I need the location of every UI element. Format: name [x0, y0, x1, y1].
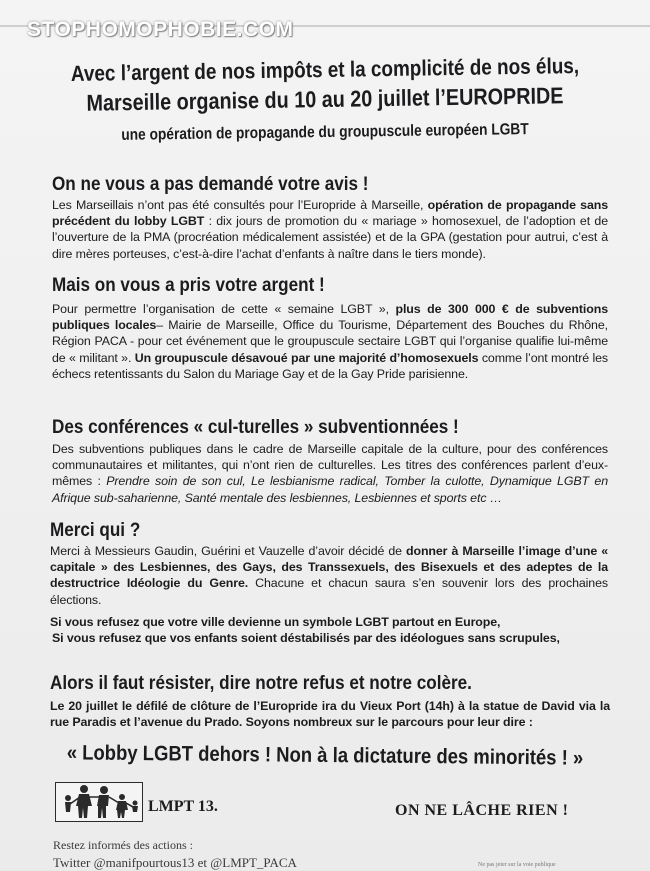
family-silhouette-icon	[56, 783, 142, 821]
section-2-text-b: plus de 300 000 € de subventions publiques locales	[52, 302, 608, 333]
section-2-text-a: Pour permettre l’organisation de cette « semaine LGBT »,	[52, 302, 396, 316]
section-5-paragraph: Le 20 juillet le défilé de clôture de l’Europride ira du Vieux Port (14h) à la statue de David via la rue Paradis et l’avenue du Prado. Soyons nombreux sur le parcours pour leur dire :	[50, 699, 610, 730]
section-1-text-b: opération de propagande sans précédent du lobby LGBT	[52, 198, 608, 229]
slogan: « Lobby LGBT dehors ! Non à la dictature des minorités ! »	[66, 741, 584, 770]
section-4-text-a: Merci à Messieurs Gaudin, Guérini et Vauzelle d’avoir décidé de	[50, 544, 407, 558]
section-2-text-e: comme l’ont montré les échecs retentissants du Salon du Mariage Gay et de la Gay Pride parisienne.	[52, 350, 609, 381]
footer-line-1: Restez informés des actions :	[53, 838, 193, 852]
section-5-title: Alors il faut résister, dire notre refus et notre colère.	[50, 673, 472, 694]
headline-line-2: Marseille organise du 10 au 20 juillet l’EUROPRIDE	[86, 82, 564, 116]
section-1-paragraph	[52, 197, 608, 262]
footer-line-2: Twitter @manifpourtous13 et @LMPT_PACA	[53, 855, 297, 870]
section-1-text-a: Les Marseillais n’ont pas été consultés pour l’Europride à Marseille,	[52, 198, 428, 212]
section-1-title: On ne vous a pas demandé votre avis !	[52, 174, 369, 195]
logo-label: LMPT 13.	[148, 798, 218, 815]
tagline: ON NE LÂCHE RIEN !	[395, 802, 569, 819]
section-2-text-d: Un groupuscule désavoué par une majorité d’homosexuels	[134, 350, 479, 365]
section-3-paragraph	[52, 441, 608, 506]
section-3-text-b: Prendre soin de son cul, Le lesbianisme radical, Tomber la culotte, Dynamique LGBT en Afrique sub-saharienne, Santé mentale des lesbiennes, Lesbiennes et sports etc …	[52, 474, 608, 505]
section-1-text-c: : dix jours de promotion du « mariage » homosexuel, de l’adoption et de l’ouverture de la PMA (procréation médicalement assistée) et de la GPA (gestation pour autrui, c’est à dire mères porteuses, c’est-à-dire l’achat d’enfants à naître dans le tiers monde).	[52, 214, 608, 261]
headline-line-3: une opération de propagande du groupuscule européen LGBT	[121, 121, 529, 144]
headline-line-1: Avec l’argent de nos impôts et la complicité de nos élus,	[70, 53, 580, 86]
section-2-text-c: – Mairie de Marseille, Office du Tourisme, Département des Bouches du Rhône, Région PACA - pour cet événement que le groupuscule sectaire LGBT qui l’organise qualifie lui-même de « militant ».	[52, 318, 608, 365]
section-3-title: Des conférences « cul-turelles » subventionnées !	[52, 417, 459, 438]
section-4-title: Merci qui ?	[50, 520, 141, 541]
section-4-text-b: donner à Marseille l’image d’une « capitale » des Lesbiennes, des Gays, des Transsexuels, des Bisexuels et des adeptes de la destructrice Idéologie du Genre.	[50, 544, 608, 591]
section-4-line-1: Si vous refusez que votre ville devienne un symbole LGBT partout en Europe,	[50, 615, 501, 629]
small-print: Ne pas jeter sur la voie publique	[478, 862, 556, 868]
family-logo	[55, 782, 143, 822]
section-2-paragraph	[52, 301, 608, 382]
section-4-line-2: Si vous refusez que vos enfants soient déstabilisés par des idéologues sans scrupules,	[52, 631, 560, 645]
section-2-title: Mais on vous a pris votre argent !	[52, 275, 325, 296]
watermark: STOPHOMOPHOBIE.COM	[27, 18, 294, 41]
section-4-paragraph	[50, 543, 608, 608]
section-3-text-a: Des subventions publiques dans le cadre de Marseille capitale de la culture, pour des conférences communautaires et militantes, qui n’ont rien de culturelles. Les titres des conférences parlent d’eux-mêmes :	[52, 442, 608, 489]
section-4-text-c: Chacune et chacun saura s’en souvenir lors des prochaines élections.	[50, 576, 608, 607]
